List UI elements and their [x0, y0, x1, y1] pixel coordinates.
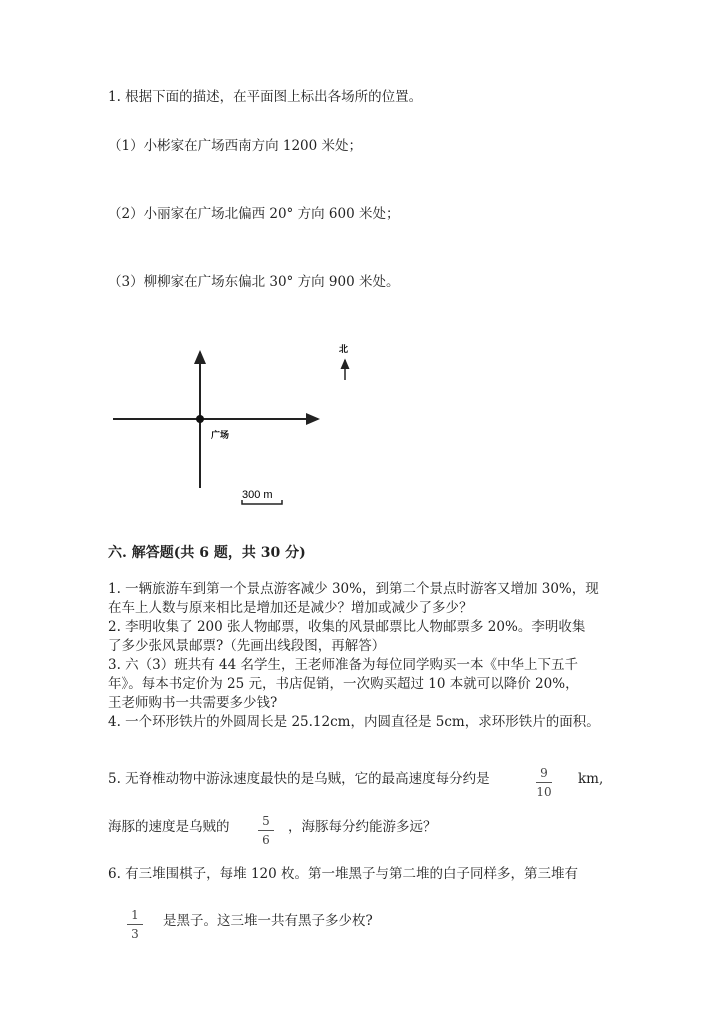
- scale-label: 300 m: [242, 489, 273, 501]
- q3-line: 王老师购书一共需要多少钱?: [108, 695, 278, 711]
- q6-line2: 是黑子。这三堆一共有黑子多少枚?: [163, 913, 373, 929]
- fraction-9-10: [536, 766, 552, 799]
- q3-line: 年》。每本书定价为 25 元，书店促销，一次购买超过 10 本就可以降价 20%，: [108, 676, 579, 692]
- fraction-1-3: [127, 908, 143, 941]
- item-3: （3）柳柳家在广场东偏北 30° 方向 900 米处。: [108, 274, 400, 290]
- q6-line1: 6. 有三堆围棋子，每堆 120 枚。第一堆黑子与第二堆的白子同样多，第三堆有: [108, 866, 579, 882]
- item-1: （1）小彬家在广场西南方向 1200 米处；: [108, 138, 363, 154]
- numerator: 9: [540, 766, 548, 780]
- section-heading: 六. 解答题(共 6 题，共 30 分): [108, 545, 306, 561]
- q5-line1: 5. 无脊椎动物中游泳速度最快的是乌贼，它的最高速度每分约是: [108, 771, 490, 787]
- q1-line: 在车上人数与原来相比是增加还是减少？增加或减少了多少？: [108, 600, 473, 616]
- q5-line2-after: ，海豚每分约能游多远？: [288, 819, 437, 835]
- plaza-label: 广场: [211, 431, 230, 441]
- q2-line: 了多少张风景邮票?（先画出线段图，再解答）: [108, 638, 386, 654]
- q5-line2: 海豚的速度是乌贼的: [108, 819, 230, 835]
- q2-line: 2. 李明收集了 200 张人物邮票，收集的风景邮票比人物邮票多 20%。李明收集: [108, 619, 586, 635]
- north-label: 北: [339, 345, 349, 355]
- fraction-5-6: [258, 814, 274, 847]
- q5-unit: km,: [578, 771, 604, 787]
- denominator: 6: [262, 833, 270, 847]
- denominator: 10: [536, 785, 552, 799]
- map-diagram: [100, 330, 360, 510]
- q1-line: 1. 一辆旅游车到第一个景点游客减少 30%，到第二个景点时游客又增加 30%，现: [108, 581, 599, 597]
- numerator: 1: [131, 908, 139, 922]
- q3-line: 3. 六（3）班共有 44 名学生，王老师准备为每位同学购买一本《中华上下五千: [108, 657, 579, 673]
- q4: 4. 一个环形铁片的外圆周长是 25.12cm，内圆直径是 5cm，求环形铁片的面积。: [108, 714, 600, 730]
- plaza-point: [196, 415, 204, 423]
- question-title: 1. 根据下面的描述，在平面图上标出各场所的位置。: [108, 89, 423, 105]
- denominator: 3: [131, 927, 139, 941]
- numerator: 5: [262, 814, 270, 828]
- item-2: （2）小丽家在广场北偏西 20° 方向 600 米处；: [108, 206, 400, 222]
